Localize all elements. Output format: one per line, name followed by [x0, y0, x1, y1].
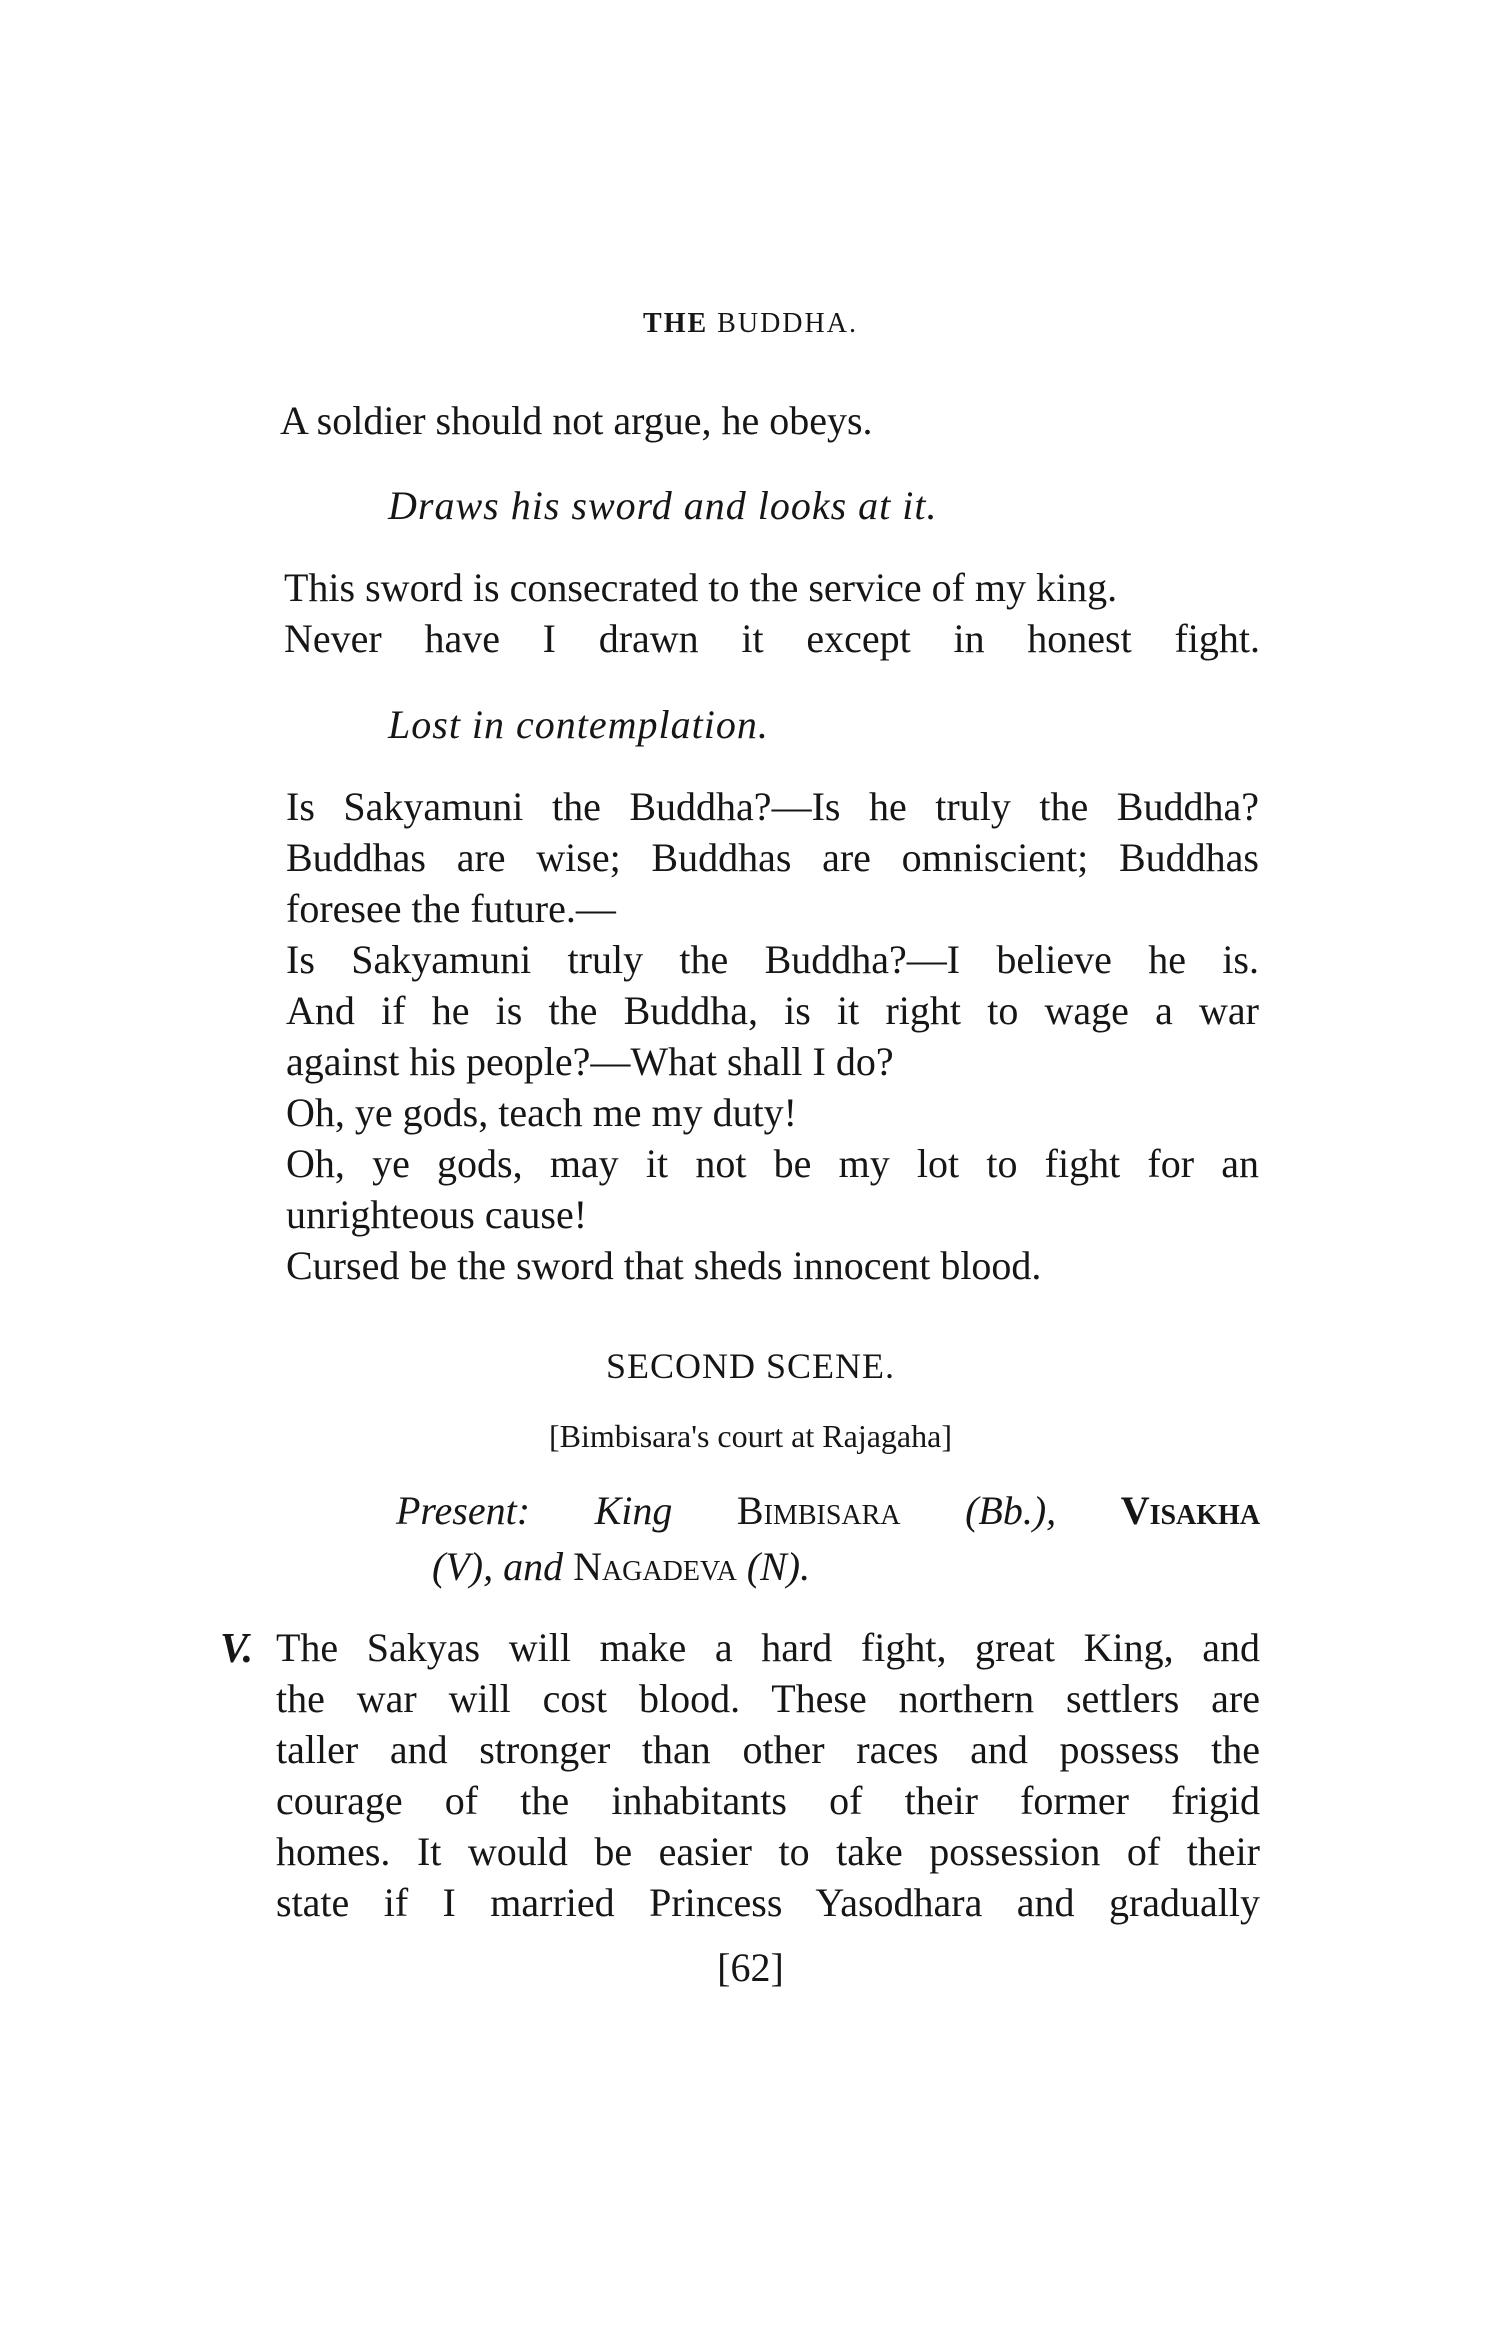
dramatis-personae-line	[432, 1539, 810, 1595]
verse-line: And if he is the Buddha, is it right to wage a war	[286, 988, 1259, 1033]
speech-line: state if I married Princess Yasodhara and gradually	[276, 1880, 1260, 1925]
abbr-bb: (Bb.),	[965, 1488, 1057, 1533]
stage-direction: Draws his sword and looks at it.	[388, 483, 938, 528]
present-label: Present:	[396, 1488, 531, 1533]
verse-line: against his people?—What shall I do?	[286, 1039, 894, 1084]
verse-line: Oh, ye gods, teach me my duty!	[286, 1090, 797, 1135]
verse-line: Is Sakyamuni the Buddha?—Is he truly the Buddha?	[286, 784, 1259, 829]
character-nagadeva: Nagadeva	[573, 1544, 737, 1589]
abbr-n: (N).	[746, 1544, 811, 1589]
king-word: King	[594, 1488, 673, 1533]
verse-line: A soldier should not argue, he obeys.	[280, 398, 873, 443]
speech-line: the war will cost blood. These northern settlers are	[276, 1676, 1260, 1721]
verse-line: Is Sakyamuni truly the Buddha?—I believe he is.	[286, 937, 1259, 982]
verse-line: unrighteous cause!	[286, 1192, 588, 1237]
speech-line: The Sakyas will make a hard fight, great King, and	[276, 1625, 1260, 1670]
scene-setting: [Bimbisara's court at Rajagaha]	[549, 1418, 952, 1454]
verse-line: Cursed be the sword that sheds innocent blood.	[286, 1243, 1042, 1288]
scene-title: SECOND SCENE.	[605, 1346, 896, 1386]
verse-line: foresee the future.—	[286, 886, 616, 931]
running-head	[0, 308, 1501, 340]
speaker-label: V.	[220, 1626, 254, 1672]
character-visakha: Visakha	[1120, 1488, 1261, 1533]
verse-line: This sword is consecrated to the service of my king.	[284, 565, 1118, 610]
verse-line: Buddhas are wise; Buddhas are omniscient; Buddhas	[286, 835, 1259, 880]
verse-line: Never have I drawn it except in honest fight.	[284, 616, 1260, 661]
speech-line: courage of the inhabitants of their former frigid	[276, 1778, 1260, 1823]
running-head-the: THE	[643, 308, 709, 339]
character-bimbisara: Bimbisara	[736, 1488, 901, 1533]
running-head-title: BUDDHA.	[717, 308, 858, 339]
speech-line: homes. It would be easier to take possession of their	[276, 1829, 1260, 1874]
and-word: and	[503, 1544, 564, 1589]
abbr-v: (V),	[432, 1544, 494, 1589]
speech-line: taller and stronger than other races and possess the	[276, 1727, 1260, 1772]
page-number: [62]	[717, 1945, 784, 1990]
stage-direction: Lost in contemplation.	[388, 702, 769, 747]
verse-line: Oh, ye gods, may it not be my lot to fight for an	[286, 1141, 1259, 1186]
dramatis-personae-line	[396, 1483, 1260, 1539]
